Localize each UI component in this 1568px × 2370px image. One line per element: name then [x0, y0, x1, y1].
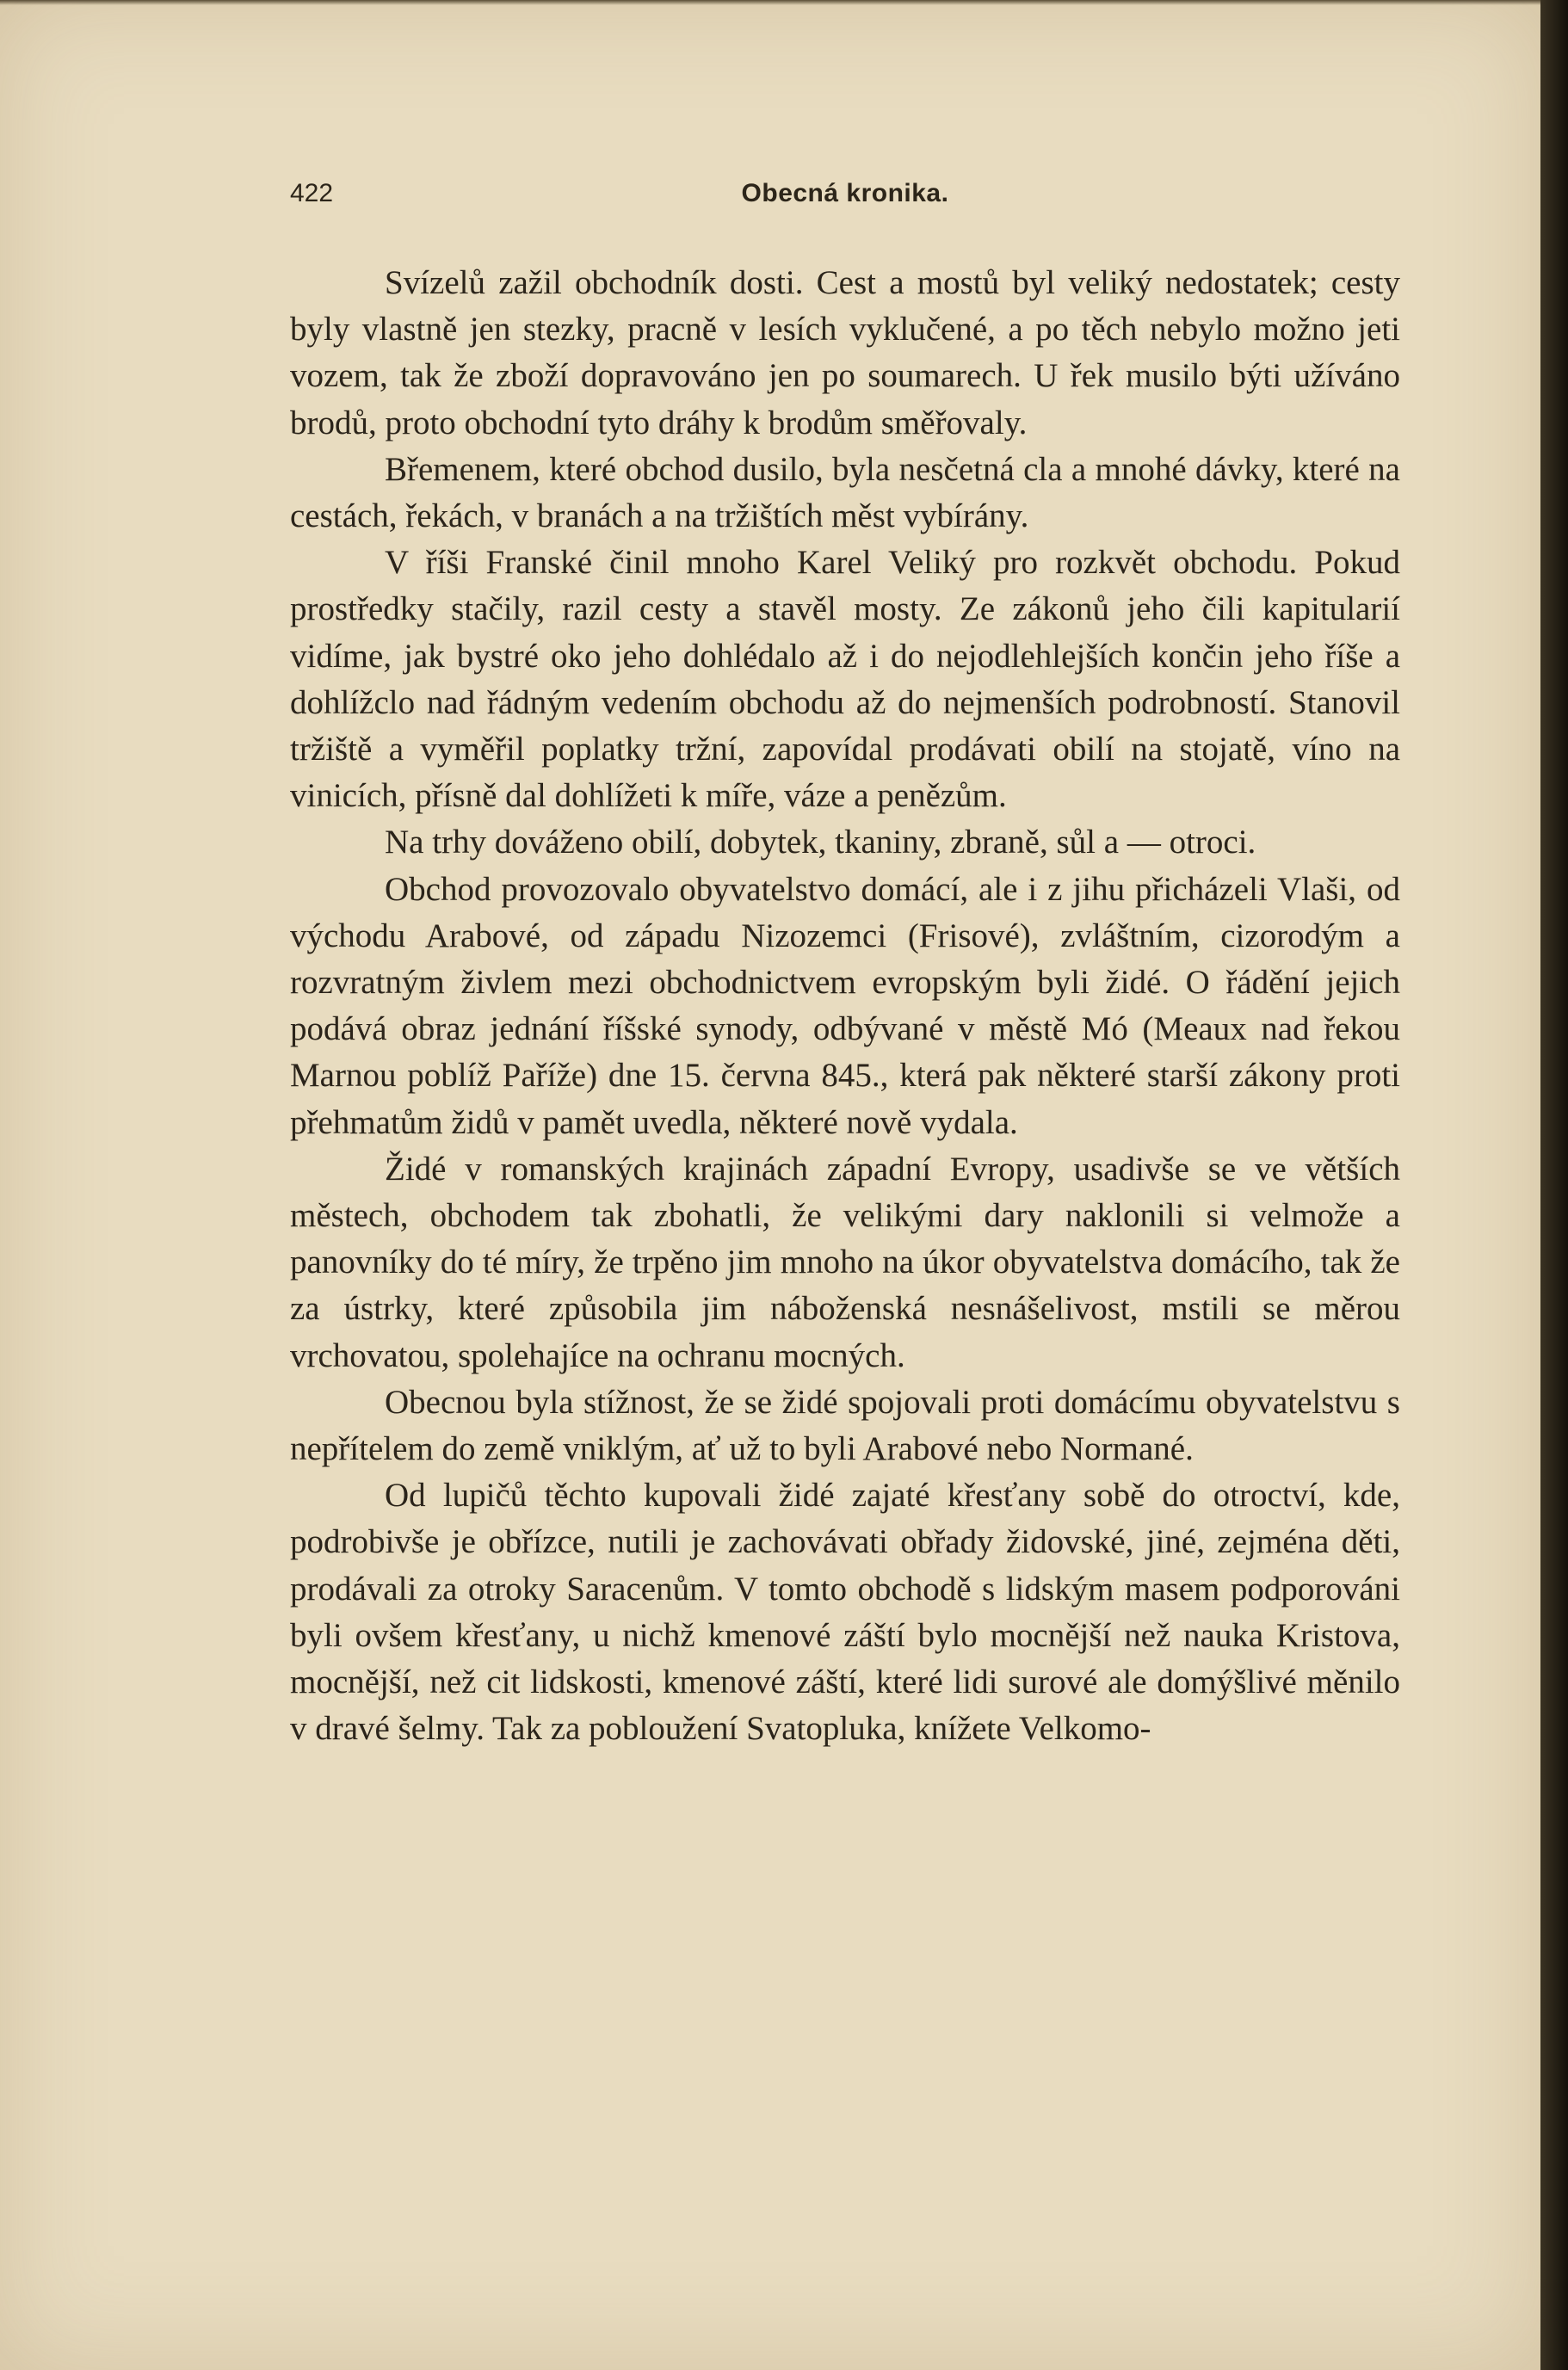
paragraph: Na trhy dováženo obilí, dobytek, tkaniny, zbraně, sůl a — otroci.: [385, 824, 1256, 861]
paragraph: Obchod provozovalo obyvatelstvo domácí, ale i z jihu přicházeli Vlaši, od východu Arabové, od západu Nizozemci (Frisové), zvláštním, cizorodým a rozvratným živlem mezi obchodnictvem evropským byli židé. O řádění jejich podává obraz jednání říšské synody, odbývané v městě Mó (Meaux nad řekou Marnou poblíž Paříže) dne 15. června 845., která pak některé starší zákony proti přehmatům židů v pamět uvedla, některé nově vydala.: [290, 870, 1400, 1141]
page-top-shadow: [0, 0, 1540, 5]
paragraph: Břemenem, které obchod dusilo, byla nesčetná cla a mnohé dávky, které na cestách, řekách, v branách a na tržištích měst vybírány.: [290, 450, 1400, 535]
book-binding-edge: [1540, 0, 1568, 2370]
page-header: [290, 179, 1400, 217]
paragraph: Od lupičů těchto kupovali židé zajaté křesťany sobě do otroctví, kde, podrobivše je obřízce, nutili je zachovávati obřady židovské, jiné, zejména děti, prodávali za otroky Saracenům. V tomto obchodě s lidským masem podporováni byli ovšem křesťany, u nichž kmenové záští bylo mocnější než nauka Kristova, mocnější, než cit lidskosti, kmenové záští, které lidi surové ale domýšlivé měnilo v dravé šelmy. Tak za pobloužení Svatopluka, knížete Velkomo-: [290, 1477, 1400, 1748]
body-text: [290, 260, 1400, 1753]
page-number: 422: [290, 179, 334, 207]
running-title: Obecná kronika.: [741, 179, 949, 207]
paragraph: Obecnou byla stížnost, že se židé spojovali proti domácímu obyvatelstvu s nepřítelem do země vniklým, ať už to byli Arabové nebo Normané.: [290, 1383, 1400, 1468]
paragraph: Židé v romanských krajinách západní Evropy, usadivše se ve větších městech, obchodem tak zbohatli, že velikými dary naklonili si velmože a panovníky do té míry, že trpěno jim mnoho na úkor obyvatelstva domácího, tak že za ústrky, které způsobila jim náboženská nesnášelivost, mstili se měrou vrchovatou, spolehajíce na ochranu mocných.: [290, 1150, 1400, 1374]
paragraph: Svízelů zažil obchodník dosti. Cest a mostů byl veliký nedostatek; cesty byly vlastně jen stezky, pracně v lesích vyklučené, a po těch nebylo možno jeti vozem, tak že zboží dopravováno jen po soumarech. U řek musilo býti užíváno brodů, proto obchodní tyto dráhy k brodům směřovaly.: [290, 264, 1400, 441]
paragraph: V říši Franské činil mnoho Karel Veliký pro rozkvět obchodu. Pokud prostředky stačily, razil cesty a stavěl mosty. Ze zákonů jeho čili kapitularií vidíme, jak bystré oko jeho dohlédalo až i do nejodlehlejších končin jeho říše a dohlížclo nad řádným vedením obchodu až do nejmenších podrobností. Stanovil tržiště a vyměřil poplatky tržní, zapovídal prodávati obilí na stojatě, víno na vinicích, přísně dal dohlížeti k míře, váze a penězům.: [290, 544, 1400, 815]
